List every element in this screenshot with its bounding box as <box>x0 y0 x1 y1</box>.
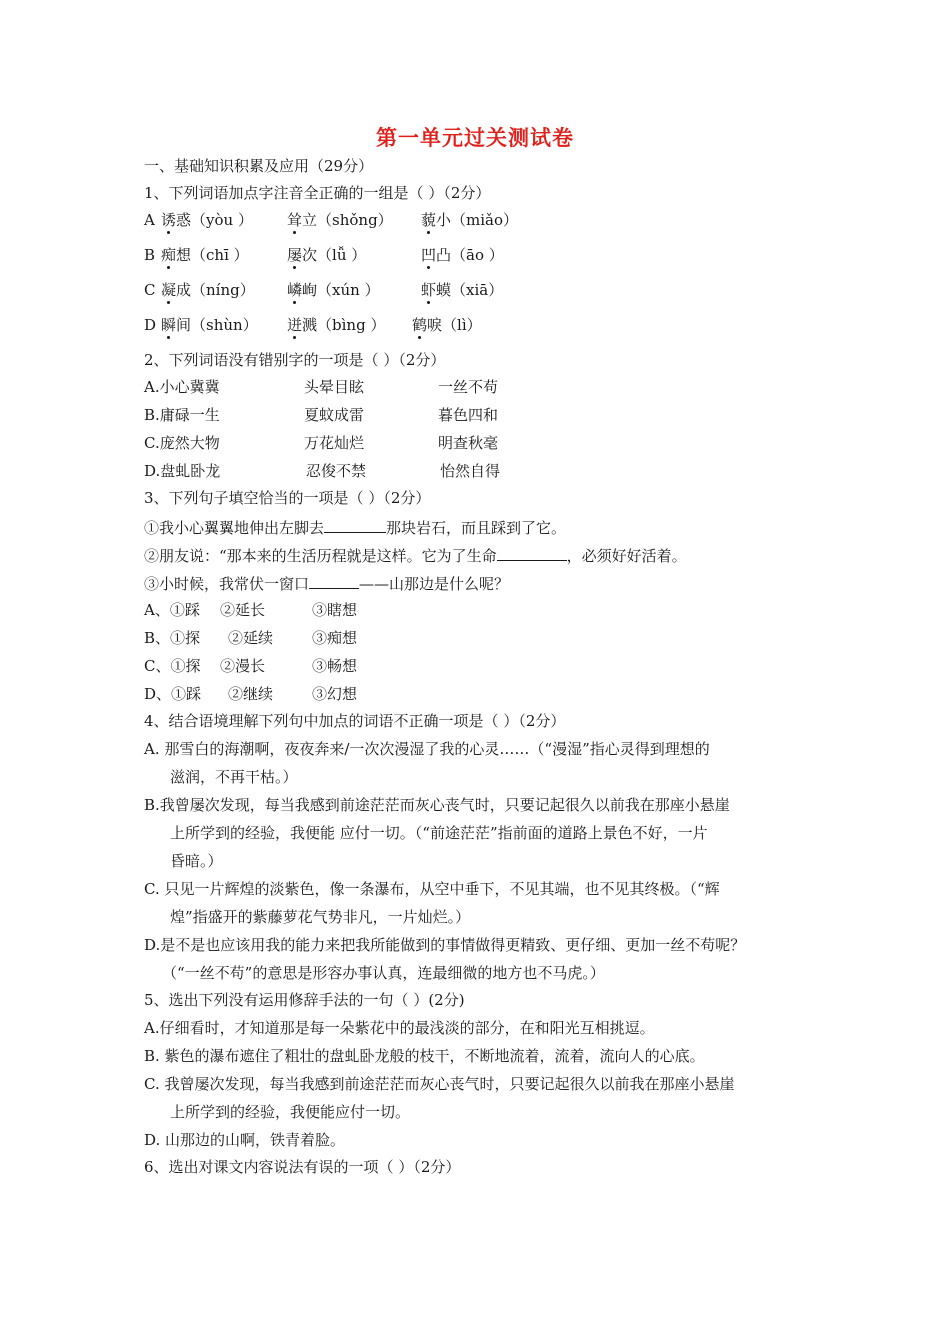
question-3-sentence-3: ③小时候，我常伏一窗口 ——山那边是什么呢？ <box>144 572 509 594</box>
page-title: 第一单元过关测试卷 <box>376 126 574 150</box>
question-3-sentence-2: ②朋友说：“那本来的生活历程就是这样。它为了生命 ，必须好好活着。 <box>144 544 687 566</box>
question-4-option-a: A. 那雪白的海潮啊，夜夜奔来/一次次漫湿了我的心灵……（“漫湿”指心灵得到理想的 <box>144 740 710 758</box>
question-4-option-d: D.是不是也应该用我的能力来把我所能做到的事情做得更精致、更仔细、更加一丝不苟呢？ <box>144 936 746 954</box>
question-4-option-c: C. 只见一片辉煌的淡紫色，像一条瀑布，从空中垂下，不见其端，也不见其终极。（“辉 <box>144 880 720 898</box>
question-1-stem: 1、下列词语加点字注音全正确的一组是（ ）（2分） <box>144 184 491 202</box>
question-2-stem: 2、下列词语没有错别字的一项是（ ）（2分） <box>144 351 446 369</box>
question-3-stem: 3、下列句子填空恰当的一项是（ ）（2分） <box>144 489 431 507</box>
section-heading: 一、基础知识积累及应用（29分） <box>144 157 374 175</box>
question-4-option-c-cont: 煌”指盛开的紫藤萝花气势非凡，一片灿烂。） <box>170 908 471 926</box>
fill-blank <box>497 544 567 561</box>
question-4-option-b: B.我曾屡次发现，每当我感到前途茫茫而灰心丧气时，只要记起很久以前我在那座小悬崖 <box>144 796 730 814</box>
fill-blank <box>309 572 359 589</box>
question-4-option-b-cont2: 昏暗。） <box>170 852 223 870</box>
fill-blank <box>324 516 386 533</box>
question-5-stem: 5、选出下列没有运用修辞手法的一句（ ）(2分) <box>144 991 465 1009</box>
question-4-stem: 4、结合语境理解下列句中加点的词语不正确一项是（ ）（2分） <box>144 712 566 730</box>
question-6-stem: 6、选出对课文内容说法有误的一项（ ）（2分） <box>144 1158 461 1176</box>
document-page: 第一单元过关测试卷 一、基础知识积累及应用（29分） 1、下列词语加点字注音全正确的一组是（ ）（2分） A 诱惑（yòu ） 耸立（shǒng） 藐小（miǎo） B 痴想（chī ） 屡次（lǚ ） 凹凸（āo ） C 凝成（níng） 嶙峋（xún ） 虾蟆（xiā） D 瞬间（shùn） 迸溅（bìng ） 鹤唳（lì） 2、下列词语没有错别字的一项是（ ）（2分） A.小心冀冀 头晕目眩 一丝不苟 B.庸碌一生 夏蚊成雷 暮色四和 C.庞然大物 万花灿烂 明查秋毫 D.盘虬卧龙 忍俊不禁 怡然自得 3、下列句子填空恰当的一项是（ ）（2分） ①我小心翼翼地伸出左脚去 那块岩石，而且踩到了它。 ②朋友说：“那本来的生活历程就是这样。它为了生命 ，必须好好活着。 ③小时候，我常伏一窗口 ——山那边是什么呢？ A、①踩 ②延长 ③瞎想 B、①探 ②延续 ③痴想 C、①探 ②漫长 ③畅想 D、①踩 ②继续 ③幻想 4、结合语境理解下列句中加点的词语不正确一项是（ ）（2分） A. 那雪白的海潮啊，夜夜奔来/一次次漫湿了我的心灵……（“漫湿”指心灵得到理想的 滋润，不再干枯。） B.我曾屡次发现，每当我感到前途茫茫而灰心丧气时，只要记起很久以前我在那座小悬崖 上所学到的经验，我便能 应付一切。（“前途茫茫”指前面的道路上景色不好，一片 昏暗。） C. 只见一片辉煌的淡紫色，像一条瀑布，从空中垂下，不见其端，也不见其终极。（“辉 煌”指盛开的紫藤萝花气势非凡，一片灿烂。） D.是不是也应该用我的能力来把我所能做到的事情做得更精致、更仔细、更加一丝不苟呢？ （“一丝不苟”的意思是形容办事认真，连最细微的地方也不马虎。） 5、选出下列没有运用修辞手法的一句（ ）(2分) A.仔细看时，才知道那是每一朵紫花中的最浅淡的部分，在和阳光互相挑逗。 B. 紫色的瀑布遮住了粗壮的盘虬卧龙般的枝干，不断地流着，流着，流向人的心底。 C. 我曾屡次发现，每当我感到前途茫茫而灰心丧气时，只要记起很久以前我在那座小悬崖 上所学到的经验，我便能应付一切。 D. 山那边的山啊，铁青着脸。 6、选出对课文内容说法有误的一项（ ）（2分） <box>0 0 950 1344</box>
question-5-option-d: D. 山那边的山啊，铁青着脸。 <box>144 1131 346 1149</box>
question-3-sentence-1: ①我小心翼翼地伸出左脚去 那块岩石，而且踩到了它。 <box>144 516 566 538</box>
question-5-option-c-cont: 上所学到的经验，我便能应付一切。 <box>170 1103 411 1121</box>
question-4-option-d-cont: （“一丝不苟”的意思是形容办事认真，连最细微的地方也不马虎。） <box>162 964 605 982</box>
question-5-option-a: A.仔细看时，才知道那是每一朵紫花中的最浅淡的部分，在和阳光互相挑逗。 <box>144 1019 655 1037</box>
question-4-option-a-cont: 滋润，不再干枯。） <box>170 768 298 786</box>
question-4-option-b-cont: 上所学到的经验，我便能 应付一切。（“前途茫茫”指前面的道路上景色不好，一片 <box>170 824 708 842</box>
question-5-option-c: C. 我曾屡次发现，每当我感到前途茫茫而灰心丧气时，只要记起很久以前我在那座小悬崖 <box>144 1075 735 1093</box>
question-5-option-b: B. 紫色的瀑布遮住了粗壮的盘虬卧龙般的枝干，不断地流着，流着，流向人的心底。 <box>144 1047 705 1065</box>
